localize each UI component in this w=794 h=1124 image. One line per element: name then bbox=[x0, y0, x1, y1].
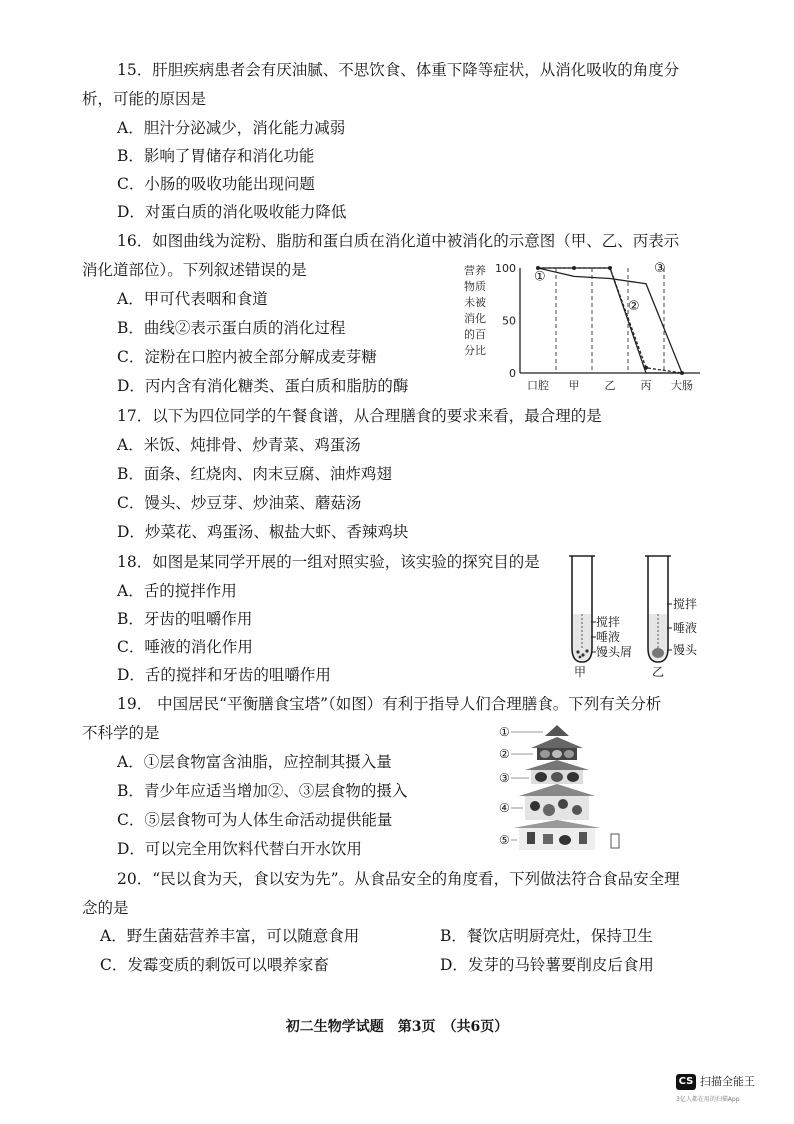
camscanner-name: 扫描全能王 bbox=[700, 1075, 755, 1088]
tube-yi-label-bread: 馒头 bbox=[673, 643, 698, 657]
y-tick-label: 100 bbox=[495, 262, 516, 275]
q16-option-b: B．曲线②表示蛋白质的消化过程 bbox=[117, 319, 346, 337]
q19-option-c: C．⑤层食物可为人体生命活动提供能量 bbox=[117, 811, 393, 829]
tube-jia-label-bread: 馒头屑 bbox=[596, 645, 633, 659]
food-pagoda-figure bbox=[497, 722, 627, 858]
series-3-point bbox=[644, 366, 648, 370]
y-axis-label-part: 未被 bbox=[464, 296, 486, 309]
x-tick-label: 甲 bbox=[568, 379, 580, 392]
tube-yi-label-saliva: 唾液 bbox=[673, 621, 698, 635]
chart-xticks bbox=[527, 378, 693, 392]
page-footer: 初二生物学试题 第3页 （共6页） bbox=[285, 1019, 509, 1035]
pagoda-label-5: ⑤ bbox=[499, 833, 510, 847]
pagoda-layer-1 bbox=[545, 725, 569, 736]
q20-option-a: A．野生菌菇营养丰富，可以随意食用 bbox=[100, 927, 360, 945]
q15-option-d: D．对蛋白质的消化吸收能力降低 bbox=[117, 203, 347, 221]
y-axis-label-part: 的百 bbox=[464, 328, 486, 341]
series-label-2: ② bbox=[628, 299, 640, 314]
y-axis-label-part: 营养 bbox=[464, 264, 486, 277]
y-tick-label: 50 bbox=[502, 314, 516, 328]
x-tick-label: 乙 bbox=[604, 379, 616, 392]
q18-option-c: C．唾液的消化作用 bbox=[117, 638, 253, 656]
test-tube-experiment bbox=[560, 552, 710, 677]
q19-stem-line2: 不科学的是 bbox=[82, 724, 160, 742]
q20-stem-line2: 念的是 bbox=[82, 899, 129, 917]
series-label-3: ③ bbox=[654, 261, 666, 277]
q20-stem-line1: 20．“民以食为天，食以安为先”。从食品安全的角度看，下列做法符合食品安全理 bbox=[117, 870, 680, 888]
series-3-point bbox=[572, 266, 576, 270]
pagoda-layer-3 bbox=[525, 760, 589, 784]
chart-frame bbox=[520, 268, 700, 373]
tube-jia-name: 甲 bbox=[574, 665, 587, 679]
y-tick-label: 0 bbox=[509, 367, 516, 380]
q15-option-a: A．胆汁分泌减少，消化能力减弱 bbox=[117, 119, 346, 137]
tube-yi-label-stir: 搅拌 bbox=[673, 597, 698, 611]
test-tube-jia bbox=[569, 556, 596, 662]
q19-option-b: B．青少年应适当增加②、③层食物的摄入 bbox=[117, 782, 408, 800]
tube-jia-label-stir: 搅拌 bbox=[596, 615, 621, 629]
q18-option-d: D．舌的搅拌和牙齿的咀嚼作用 bbox=[117, 666, 331, 684]
q17-option-d: D．炒菜花、鸡蛋汤、椒盐大虾、香辣鸡块 bbox=[117, 523, 409, 541]
digestion-curve-chart bbox=[458, 260, 710, 400]
pagoda-layer-2 bbox=[531, 737, 583, 760]
pagoda-label-4: ④ bbox=[499, 801, 510, 815]
q19-option-d: D．可以完全用饮料代替白开水饮用 bbox=[117, 840, 362, 858]
pagoda-label-1: ① bbox=[499, 725, 510, 739]
q17-stem: 17．以下为四位同学的午餐食谱，从合理膳食的要求来看，最合理的是 bbox=[117, 407, 602, 425]
q15-option-b: B．影响了胃储存和消化功能 bbox=[117, 147, 315, 165]
chart-ylabel bbox=[464, 263, 486, 357]
tube-yi-name: 乙 bbox=[652, 665, 665, 679]
q15-stem-line1: 15．肝胆疾病患者会有厌油腻、不思饮食、体重下降等症状，从消化吸收的角度分 bbox=[117, 61, 680, 79]
y-axis-label-part: 物质 bbox=[464, 280, 486, 293]
q18-option-b: B．牙齿的咀嚼作用 bbox=[117, 610, 253, 628]
camscanner-tagline: 3亿人都在用的扫描App bbox=[676, 1096, 740, 1103]
pagoda-label-2: ② bbox=[499, 747, 510, 761]
pagoda-label-3: ③ bbox=[499, 771, 510, 785]
series-3-point bbox=[680, 371, 684, 375]
q16-stem-line1: 16．如图曲线为淀粉、脂肪和蛋白质在消化道中被消化的示意图（甲、乙、丙表示 bbox=[117, 232, 680, 250]
q18-option-a: A．舌的搅拌作用 bbox=[117, 582, 237, 600]
q20-option-c: C．发霉变质的剩饭可以喂养家畜 bbox=[100, 956, 329, 974]
x-tick-label: 口腔 bbox=[527, 379, 549, 392]
series-label-1: ① bbox=[534, 269, 546, 285]
series-3-point bbox=[608, 266, 612, 270]
x-tick-label: 大肠 bbox=[671, 379, 693, 392]
q19-stem-line1: 19． 中国居民“平衡膳食宝塔”（如图）有利于指导人们合理膳食。下列有关分析 bbox=[117, 695, 662, 713]
tube-jia-label-saliva: 唾液 bbox=[596, 630, 621, 644]
q17-option-a: A．米饭、炖排骨、炒青菜、鸡蛋汤 bbox=[117, 436, 361, 454]
y-axis-label-part: 消化 bbox=[464, 312, 486, 325]
series-line-1 bbox=[538, 268, 682, 373]
q18-stem: 18．如图是某同学开展的一组对照实验，该实验的探究目的是 bbox=[117, 553, 540, 571]
q15-option-c: C．小肠的吸收功能出现问题 bbox=[117, 175, 315, 193]
camscanner-logo-icon: CS bbox=[676, 1074, 696, 1090]
q16-option-c: C．淀粉在口腔内被全部分解成麦芽糖 bbox=[117, 348, 377, 366]
test-tube-yi bbox=[645, 556, 672, 662]
pagoda-layer-5 bbox=[513, 820, 619, 850]
x-tick-label: 丙 bbox=[640, 379, 652, 392]
pagoda-layer-4 bbox=[519, 784, 595, 820]
q19-option-a: A．①层食物富含油脂，应控制其摄入量 bbox=[117, 753, 392, 771]
q15-stem-line2: 析，可能的原因是 bbox=[82, 90, 207, 108]
y-axis-label-part: 分比 bbox=[464, 344, 486, 357]
chart-yticks bbox=[495, 262, 516, 380]
q20-option-b: B．餐饮店明厨亮灶，保持卫生 bbox=[440, 927, 653, 945]
q16-option-d: D．丙内含有消化糖类、蛋白质和脂肪的酶 bbox=[117, 377, 409, 395]
q17-option-b: B．面条、红烧肉、肉末豆腐、油炸鸡翅 bbox=[117, 465, 392, 483]
q16-stem-line2: 消化道部位）。下列叙述错误的是 bbox=[82, 261, 307, 279]
q20-option-d: D．发芽的马铃薯要削皮后食用 bbox=[440, 956, 654, 974]
q17-option-c: C．馒头、炒豆芽、炒油菜、蘑菇汤 bbox=[117, 494, 362, 512]
q16-option-a: A．甲可代表咽和食道 bbox=[117, 290, 268, 308]
